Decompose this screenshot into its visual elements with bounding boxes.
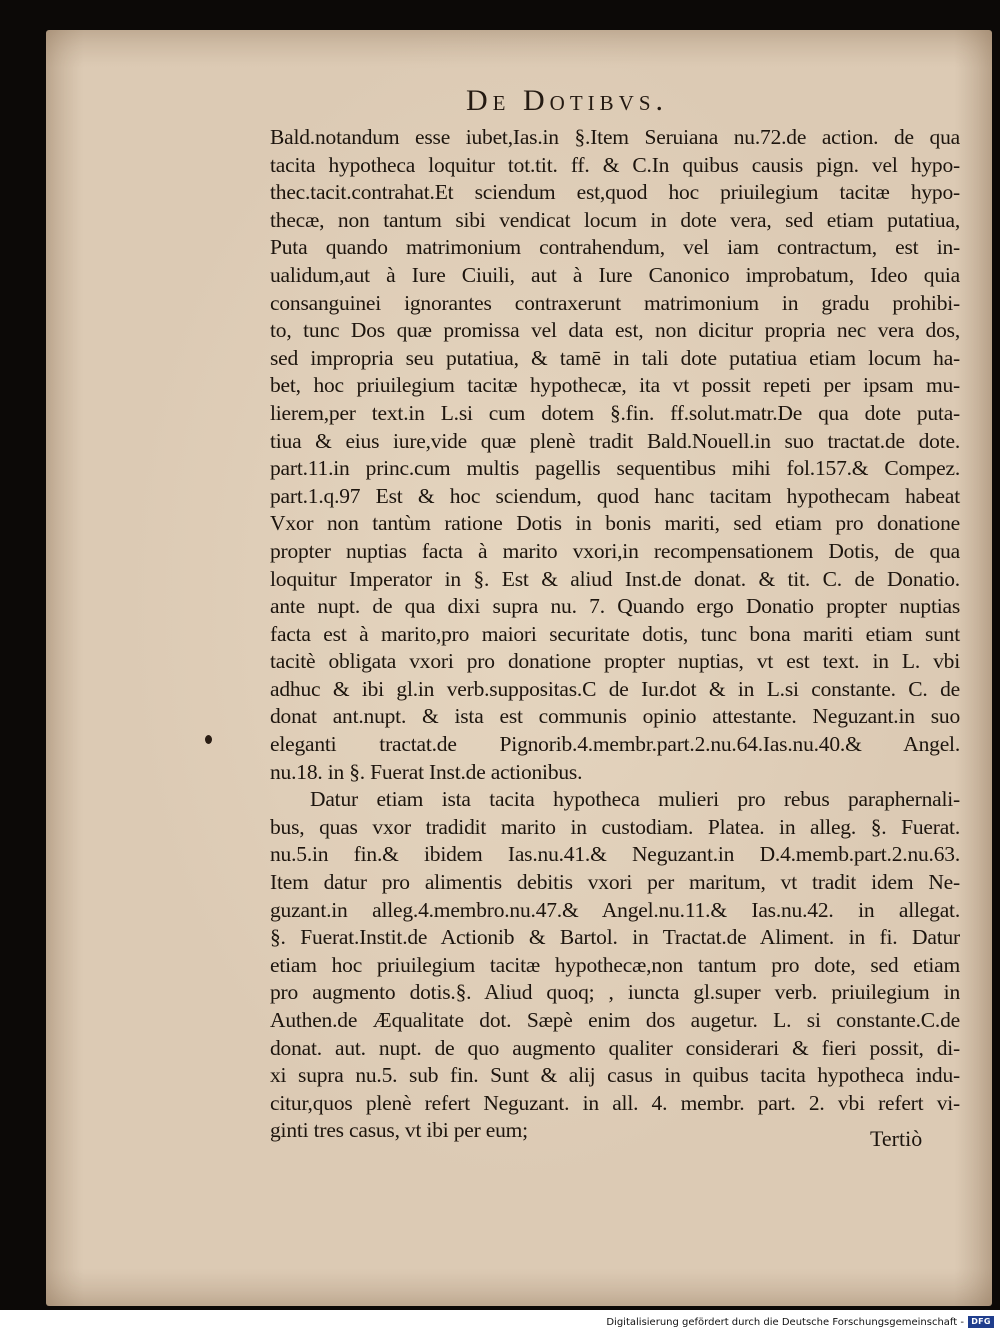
paragraph-end-line: ginti tres casus, vt ibi per eum;: [270, 1118, 528, 1143]
text-line: eleganti tractat.de Pignorib.4.membr.part.2.nu.64.Ias.nu.40.& Angel.: [270, 732, 960, 757]
text-line: thec.tacit.contrahat.Et sciendum est,quod hoc priuilegium tacitæ hypo-: [270, 180, 960, 205]
text-line: bet, hoc priuilegium tacitæ hypothecæ, ita vt possit repeti per ipsam mu-: [270, 373, 960, 398]
main-text: [270, 124, 960, 1145]
text-line: Vxor non tantùm ratione Dotis in bonis mariti, sed etiam pro donatione: [270, 511, 960, 536]
text-line: citur,quos plenè refert Neguzant. in all. 4. membr. part. 2. vbi refert vi-: [270, 1090, 960, 1115]
text-line: ualidum,aut à Iure Ciuili, aut à Iure Canonico improbatum, Ideo quia: [270, 262, 960, 287]
text-line: tacitè obligata vxori pro donatione propter nuptias, vt est text. in L. vbi: [270, 649, 960, 674]
text-line: Puta quando matrimonium contrahendum, vel iam contractum, est in-: [270, 235, 960, 260]
text-line: part.11.in princ.cum multis pagellis sequentibus mihi fol.157.& Compez.: [270, 456, 960, 481]
text-line: Authen.de Æqualitate dot. Sæpè enim dos augetur. L. si constante.C.de: [270, 1008, 960, 1032]
text-line: donat. aut. nupt. de quo augmento qualiter considerari & fieri possit, di-: [270, 1035, 960, 1060]
text-line: adhuc & ibi gl.in verb.suppositas.C de Iur.dot & in L.si constante. C. de: [270, 676, 960, 701]
text-line: propter nuptias facta à marito vxori,in recompensationem Dotis, de qua: [270, 538, 960, 563]
text-line: sed impropria seu putatiua, & tamē in tali dote putatiua etiam locum ha-: [270, 345, 960, 370]
text-line: facta est à marito,pro maiori securitate dotis, tunc bona mariti etiam sunt: [270, 621, 960, 646]
text-line: bus, quas vxor tradidit marito in custodiam. Platea. in alleg. §. Fuerat.: [270, 814, 960, 839]
text-line: consanguinei ignorantes contraxerunt matrimonium in gradu prohibi-: [270, 290, 960, 315]
text-line: Bald.notandum esse iubet,Ias.in §.Item Seruiana nu.72.de action. de qua: [270, 125, 960, 149]
text-line: pro augmento dotis.§. Aliud quoq; , iuncta gl.super verb. priuilegium in: [270, 980, 960, 1005]
ink-spot: [205, 735, 212, 744]
text-line: lierem,per text.in L.si cum dotem §.fin. ff.solut.matr.De qua dote puta-: [270, 400, 960, 425]
text-line: to, tunc Dos quæ promissa vel data est, non dicitur propria nec vera dos,: [270, 318, 960, 343]
text-line: ante nupt. de qua dixi supra nu. 7. Quando ergo Donatio propter nuptias: [270, 594, 960, 619]
text-line: loquitur Imperator in §. Est & aliud Inst.de donat. & tit. C. de Donatio.: [270, 566, 960, 591]
catchword: Tertiò: [870, 1126, 923, 1151]
text-line: tiua & eius iure,vide quæ plenè tradit Bald.Nouell.in suo tractat.de dote.: [270, 428, 960, 453]
text-line: Item datur pro alimentis debitis vxori per maritum, vt tradit idem Ne-: [270, 870, 960, 895]
text-line: etiam hoc priuilegium tacitæ hypothecæ,non tantum pro dote, sed etiam: [270, 952, 960, 977]
text-line: §. Fuerat.Instit.de Actionib & Bartol. in Tractat.de Aliment. in fi. Datur: [270, 925, 960, 950]
paragraph-start-line: Datur etiam ista tacita hypotheca mulieri pro rebus paraphernali-: [310, 787, 960, 812]
text-line: thecæ, non tantum sibi vendicat locum in dote vera, sed etiam putatiua,: [270, 207, 960, 232]
running-head: De Dotibvs.: [466, 84, 668, 117]
footer-credit: Digitalisierung gefördert durch die Deutsche Forschungsgemeinschaft -: [606, 1317, 964, 1328]
paragraph-end-line: nu.18. in §. Fuerat Inst.de actionibus.: [270, 759, 583, 784]
text-line: nu.5.in fin.& ibidem Ias.nu.41.& Neguzant.in D.4.memb.part.2.nu.63.: [270, 842, 960, 867]
text-line: xi supra nu.5. sub fin. Sunt & alij casus in quibus tacita hypotheca indu-: [270, 1063, 960, 1088]
text-line: part.1.q.97 Est & hoc sciendum, quod hanc tacitam hypothecam habeat: [270, 483, 960, 508]
text-line: donat ant.nupt. & ista est communis opinio attestante. Neguzant.in suo: [270, 704, 960, 729]
text-line: guzant.in alleg.4.membro.nu.47.& Angel.nu.11.& Ias.nu.42. in allegat.: [270, 897, 960, 922]
dfg-logo: DFG: [968, 1316, 994, 1328]
text-line: tacita hypotheca loquitur tot.tit. ff. & C.In quibus causis pign. vel hypo-: [270, 152, 960, 177]
